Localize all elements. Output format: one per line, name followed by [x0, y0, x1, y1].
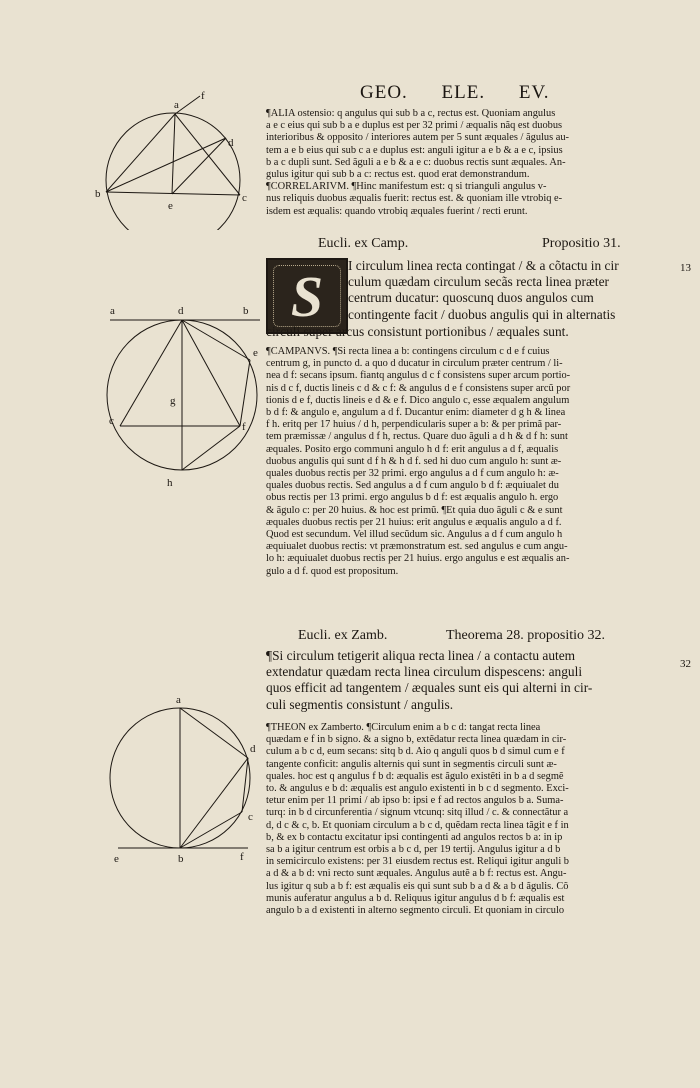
figure-1-semicircle-angle	[90, 90, 260, 235]
fig1-label-c: c	[242, 192, 247, 204]
text-line: centrum ducatur: quoscunq duos angulos cum	[348, 290, 594, 306]
text-line: tetur enim per 11 primi / ab ipso b: ipsi e f ad rectos angulos b a. Suma-	[266, 795, 564, 807]
figure-3-tangent-ef	[108, 670, 268, 875]
proposition-31-last-line	[266, 324, 678, 340]
fig3-label-f: f	[240, 851, 244, 863]
text-line: culum quædam circulum secãs recta linea præter	[348, 274, 610, 290]
text-line: ¶CORRELARIVM. ¶Hinc manifestum est: q si trianguli angulus v-	[266, 181, 547, 193]
text-line: gulus igitur qui sub b a c: rectus est. quod erat demonstrandum.	[266, 169, 530, 181]
text-line: angulo b a d existenti in alterno segmento circuli. Et quoniam in circulo	[266, 905, 565, 917]
margin-mark-1: 13	[680, 262, 691, 274]
heading-zamb-left: Eucli. ex Zamb.	[298, 628, 388, 643]
fig2-label-e: e	[253, 347, 258, 359]
text-line: f h. eritq per 17 huius / d h, perpendicularis super a b: & per primã par-	[266, 419, 562, 431]
fig3-label-d: d	[250, 743, 256, 755]
text-line: d, d c & c, b. Et quoniam circulum a b c d, quẽdam recta linea tãgit e f in	[266, 819, 569, 831]
fig3-label-b: b	[178, 853, 184, 865]
text-line: ¶THEON ex Zamberto. ¶Circulum enim a b c d: tangat recta linea	[266, 722, 541, 733]
text-line: nis d c f, ductis lineis c d & c f: & angulus d e f consistens super arcũ por	[266, 382, 571, 394]
text-line: quales. hoc est q angulus f b d: æqualis est ãgulo existẽti in b a d segmẽ	[266, 770, 564, 782]
heading-zamb-right: Theorema 28. propositio 32.	[446, 628, 606, 643]
text-line: interioribus & opposito / interiores autem per 5 sunt æquales / ãgulus au-	[266, 132, 570, 144]
text-line: æquales duobus rectis per 21 huius: erit angulus e æqualis angulo a d f.	[266, 516, 562, 528]
text-line: extendatur quædam recta linea circulum dispescens: anguli	[266, 664, 583, 680]
text-line: b d f: & angulo e, angulum a d f. Ducantur enim: diameter d g h & linea	[266, 407, 566, 419]
text-line: gulo a d f. quod est propositum.	[266, 565, 399, 577]
figure-2-tangent-circle	[100, 300, 270, 500]
text-line: quales duobus rectis. Sed angulus a d f cum angulo b d f: æquiualet du	[266, 480, 559, 492]
text-line: sa b a igitur centrum est orbis a b c d, per 19 tertij. Angulus igitur a d b	[266, 844, 561, 856]
fig1-label-d: d	[228, 137, 234, 149]
text-line: a d & a b d: vni recto sunt æquales. Angulus autẽ a b f: rectus est. Angu-	[266, 868, 567, 880]
text-line: tionis d e f, ductis lineis e d & e f. Dico angulo c, esse æqualem angulum	[266, 394, 570, 406]
fig2-label-b: b	[243, 305, 249, 317]
text-line: æquales. Posito ergo communi angulo h d f: erit angulus a d f, æqualis	[266, 443, 559, 455]
fig2-label-d: d	[178, 305, 184, 317]
campanus-block	[266, 346, 678, 578]
text-line: a e c eius qui sub b a e duplus est per 32 primi / æqualis nãq est duobus	[266, 120, 563, 132]
text-line: isdem est æqualis: quando vtrobiq æquales fuerint / recti erunt.	[266, 205, 528, 217]
fig2-label-a: a	[110, 305, 115, 317]
fig3-label-c: c	[248, 811, 253, 823]
text-line: b a c dupli sunt. Sed ãguli a e b & a e c: duobus rectis sunt æquales. An-	[266, 156, 566, 168]
text-line: æquiualet duobus rectis: vt præmonstratum est. sed angulus e cum angu-	[266, 541, 568, 553]
text-line: ¶Si circulum tetigerit aliqua recta linea / a contactu autem	[266, 648, 576, 663]
text-line: tangente conficit: angulis alternis qui sunt in segmentis circuli sunt æ-	[266, 758, 557, 770]
fig3-label-a: a	[176, 694, 181, 706]
text-line: tem præmissæ / angulus d f h, rectus. Quare duo ãguli a d h & d f h: sunt	[266, 431, 568, 443]
text-line: in semicirculo existens: per 31 eiusdem rectus est. Reliqui igitur anguli b	[266, 856, 569, 868]
proposition-31-text	[348, 258, 678, 323]
text-line: Quod est secundum. Vel illud secũdum sic. Angulus a d f cum angulo h	[266, 529, 563, 541]
text-line: munis auferatur angulus a b d. Reliquus igitur angulus d b f: æqualis est	[266, 892, 565, 904]
text-line: tem a e b eius qui sub c a e duplus est: anguli igitur a e b & a e c, ipsius	[266, 144, 563, 156]
fig3-label-e: e	[114, 853, 119, 865]
text-line: ¶CAMPANVS. ¶Si recta linea a b: contingens circulum c d e f cuius	[266, 346, 550, 357]
text-line: circuli super arcus consistunt portionibus / æquales sunt.	[266, 324, 569, 339]
drop-cap-ornament	[273, 265, 341, 327]
fig2-label-c: c	[109, 415, 114, 427]
text-line: nea d f: secans ipsum. fiantq angulus d c f consistens super arcum portio-	[266, 370, 571, 382]
text-line: culum a b c d, eum secans: sitq b d. Aio q anguli quos b d simul cum e f	[266, 746, 565, 758]
text-line: quos efficit ad tangentem / æquales sunt eis qui alterni in cir-	[266, 680, 593, 696]
fig1-label-b: b	[95, 188, 101, 200]
text-line: to. & angulus e b d: æqualis est angulo existenti in b c d segmento. Exci-	[266, 783, 569, 795]
text-line: lo h: æquiualet duobus rectis per 21 huius. ergo angulus e est æqualis an-	[266, 553, 570, 565]
text-line: quædam e f in b signo. & a signo b, extẽdatur recta linea quædam in cir-	[266, 734, 567, 746]
theon-block	[266, 722, 678, 917]
drop-cap-initial	[266, 258, 348, 334]
text-line: culi segmentis consistunt / angulis.	[266, 696, 454, 712]
text-line: nus reliquis duobus æqualis fuerit: rectus est. & quoniam ille vtrobiq e-	[266, 193, 563, 205]
heading-camp-right: Propositio 31.	[542, 236, 621, 251]
text-line: centrum g, in puncto d. a quo d ducatur in circulum præter centrum / li-	[266, 358, 563, 370]
text-line: turq: in b d circunferentia / signum vtcunq: sitq illud / c. & connectãtur a	[266, 807, 569, 819]
text-line: ¶ALIA ostensio: q angulus qui sub b a c, rectus est. Quoniam angulus	[266, 108, 556, 119]
fig2-label-f: f	[242, 421, 246, 433]
heading-camp-left: Eucli. ex Camp.	[318, 236, 409, 251]
text-line: quales duobus rectis per 32 primi. ergo angulus a d f cum angulo h: æ-	[266, 468, 559, 480]
text-line: contingente facit / duobus angulis qui in alternatis	[348, 306, 616, 322]
text-line: duobus angulis qui sunt d f h & h d f. sed hi duo cum angulo h: sunt æ-	[266, 455, 562, 467]
fig1-label-e: e	[168, 200, 173, 212]
proposition-32-text	[266, 648, 678, 713]
alia-ostensio-block	[266, 108, 678, 218]
running-head: GEO. ELE. EV.	[360, 82, 550, 103]
drop-cap-letter: S	[290, 263, 324, 329]
text-line: obus rectis per 13 primi. ergo angulus b d f: est æqualis angulo h. ergo	[266, 492, 559, 504]
text-line: lus igitur q sub a b f: est æqualis eis qui sunt sub b a d & a b d ãgulis. Cõ	[266, 880, 569, 892]
fig2-label-h: h	[167, 477, 173, 489]
fig2-label-g: g	[170, 395, 176, 407]
fig1-label-a: a	[174, 99, 179, 111]
fig1-label-f: f	[201, 90, 205, 102]
text-line: & ãgulo c: per 20 huius. & hoc est primũ. ¶Et quia duo ãguli c & e sunt	[266, 504, 563, 516]
margin-mark-2: 32	[680, 658, 691, 670]
text-line: I circulum linea recta contingat / & a cõtactu in cir	[348, 258, 619, 273]
text-line: b, & ex b contactu excitatur ipsi contingenti ad angulos rectos b a: in ip	[266, 831, 563, 843]
